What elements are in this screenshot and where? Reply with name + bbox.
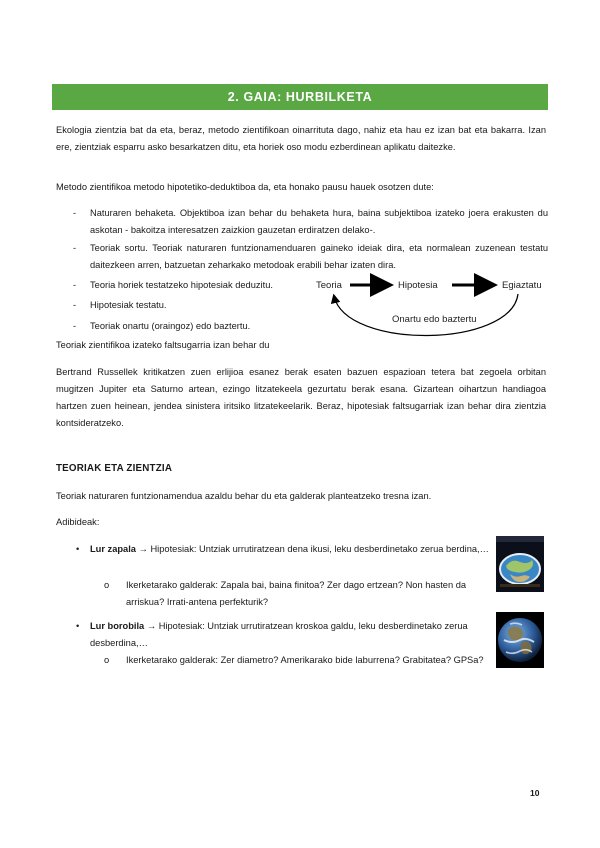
example-term: Lur borobila — [90, 621, 145, 631]
sub-bullet: o — [104, 580, 110, 590]
step-item — [73, 205, 548, 239]
step-item — [73, 240, 548, 274]
falsifiable-line: Teoriak zientifikoa izateko faltsugarria izan behar du — [56, 340, 270, 350]
example-sub-text: Ikerketarako galderak: Zapala bai, baina finitoa? Zer dago ertzean? Non hasten da arriskua? Irrati-antena perfekturik? — [126, 580, 467, 607]
round-earth-image — [496, 612, 544, 668]
example-subitem — [104, 652, 496, 686]
step-item — [73, 297, 313, 314]
example-item — [76, 618, 496, 652]
bullet: • — [76, 621, 80, 631]
example-text: → Hipotesiak: Untziak urrutiratzean dena ikusi, leku desberdinetako zerua berdina,… — [135, 544, 489, 554]
diagram-node-hipotesia: Hipotesia — [398, 280, 438, 291]
example-term: Lur zapala — [90, 544, 136, 554]
step-dash: - — [73, 243, 77, 253]
sub-bullet: o — [104, 655, 110, 665]
step-item — [73, 277, 313, 294]
method-intro: Metodo zientifikoa metodo hipotetiko-deduktiboa da, eta honako pausu hauek osotzen dute: — [56, 182, 434, 192]
example-subitem — [104, 577, 496, 611]
step-text: Teoriak sortu. Teoriak naturaren funtzionamenduaren gaineko ideiak dira, eta normalean zuzenean testatu daitezkeen arren, batzuetan zeharkako metodoak erabili behar izaten dira. — [90, 243, 548, 270]
bullet: • — [76, 544, 80, 554]
section-heading: TEORIAK ETA ZIENTZIA — [56, 463, 173, 474]
example-text: → Hipotesiak: Untziak urrutiratzean kroskoa galdu, leku desberdinetako zerua desberdina,… — [90, 621, 468, 648]
flat-earth-image — [496, 536, 544, 592]
step-dash: - — [73, 321, 77, 331]
step-item — [73, 318, 313, 335]
step-text: Hipotesiak testatu. — [90, 300, 167, 310]
russell-paragraph: Bertrand Russellek kritikatzen zuen erlijioa esanez berak esaten bazuen espazioan tetera bat zegoela orbitan mugitzen Jupiter eta Saturno artean, ezingo litzatekeela gezurtatu berak esana. Gizartean oihartzun handiagoa hartzen zuen heinean, jendea sinistera iritsiko litzatekeelarik. Beraz, hipotesiak faltsugarriak izan behar dira zientzia kontsideratzeko. — [56, 367, 546, 428]
chapter-title: 2. GAIA: HURBILKETA — [227, 90, 373, 104]
example-sub-text: Ikerketarako galderak: Zer diametro? Amerikarako bide laburrena? Grabitatea? GPSa? — [126, 655, 484, 665]
step-dash: - — [73, 280, 77, 290]
step-dash: - — [73, 208, 77, 218]
step-text: Naturaren behaketa. Objektiboa izan behar du behaketa hura, baina subjektiboa izateko joera erakusten du askotan - bakoitza interesatzen zaizkion gauzetan erdiratzen delako-. — [90, 208, 548, 235]
step-text: Teoriak onartu (oraingoz) edo baztertu. — [90, 321, 251, 331]
chapter-title-banner — [52, 84, 548, 110]
example-item — [76, 541, 496, 575]
diagram-return-label: Onartu edo baztertu — [392, 314, 477, 325]
section-paragraph: Teoriak naturaren funtzionamendua azaldu behar du eta galderak planteatzeko tresna izan. — [56, 491, 432, 501]
intro-paragraph: Ekologia zientzia bat da eta, beraz, metodo zientifikoan oinarrituta dago, nahiz eta hau ez izan bat eta bakarra. Izan ere, zientziak esparru asko besarkatzen ditu, eta horiek oso modu ezberdinean aplikatu daitezke. — [56, 125, 546, 152]
page-number: 10 — [530, 788, 540, 798]
step-text: Teoria horiek testatzeko hipotesiak deduzitu. — [90, 280, 273, 290]
examples-label: Adibideak: — [56, 517, 100, 527]
diagram-node-teoria: Teoria — [316, 280, 342, 291]
diagram-node-egiaztatu: Egiaztatu — [502, 280, 542, 291]
step-dash: - — [73, 300, 77, 310]
